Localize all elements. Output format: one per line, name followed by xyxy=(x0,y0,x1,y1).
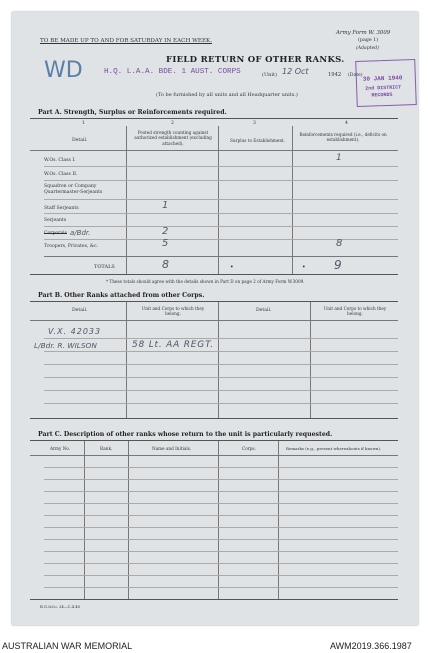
row-rule xyxy=(44,377,398,378)
totals-label: TOTALS xyxy=(94,264,115,270)
footer-source: AUSTRALIAN WAR MEMORIAL xyxy=(2,641,133,651)
row-label-corporals: Corporals xyxy=(44,231,67,236)
row-label-cqms: Squadron or Company Quartermaster-Serjeants xyxy=(44,184,103,195)
date-label: (Date) xyxy=(348,73,363,78)
part-b-header-detail-2: Detail. xyxy=(256,308,272,313)
part-a-header-rule xyxy=(30,150,398,151)
stamp-date: 30 JAN 1940 xyxy=(362,74,403,83)
part-c-heading: Part C. Description of other ranks whose return to the unit is particularly requested. xyxy=(38,431,333,438)
row-rule xyxy=(44,563,398,564)
row-rule xyxy=(44,479,398,480)
row-rule xyxy=(44,390,398,391)
row-staff-serjeants-strength: 1 xyxy=(162,200,169,211)
totals-reinf: 9 xyxy=(334,258,342,272)
part-b-header-detail-1: Detail. xyxy=(72,308,88,313)
print-code: B.G.&Co. 24—C.4.40 xyxy=(40,604,81,609)
row-label-staff-serjeants: Staff Serjeants xyxy=(44,206,79,211)
totals-top-rule xyxy=(44,256,398,257)
row-corporals-strength: 2 xyxy=(162,226,169,237)
stamp-records: RECORDS xyxy=(371,91,393,99)
part-b-header-unit-2: Unit and Corps to which they belong. xyxy=(323,306,387,317)
row-rule xyxy=(44,403,398,404)
part-b-header-rule xyxy=(30,320,398,321)
col-number-2: 2 xyxy=(171,121,174,126)
totals-strength: 8 xyxy=(162,258,169,271)
row-label-wo2: W.Os. Class II. xyxy=(44,172,78,177)
part-a-header-strength: Posted strength counting against authorized establishment (excluding attached). xyxy=(134,130,212,146)
row-rule xyxy=(44,551,398,552)
row-rule xyxy=(44,364,398,365)
row-rule xyxy=(44,351,398,352)
row-rule xyxy=(44,199,398,200)
form-id: Army Form W. 3009 xyxy=(336,30,391,36)
row-label-serjeants: Serjeants xyxy=(44,218,67,223)
records-stamp xyxy=(355,59,417,107)
adapted-label: (Adapted) xyxy=(356,46,380,51)
year-value: 1942 xyxy=(328,72,342,78)
row-troopers-reinf: 8 xyxy=(336,238,343,249)
part-b-bottom-rule xyxy=(30,418,398,419)
form-title: FIELD RETURN OF OTHER RANKS. xyxy=(166,55,345,65)
initials-handwritten: WD xyxy=(44,58,83,83)
part-c-header-rank: Rank. xyxy=(100,446,113,451)
part-b-entry-number: V.X. 42033 xyxy=(48,327,102,336)
part-c-header-remarks: Remarks (e.g., present whereabouts if known). xyxy=(286,446,382,451)
row-rule xyxy=(44,587,398,588)
part-a-top-rule xyxy=(30,118,398,119)
part-c-header-name: Name and Initials. xyxy=(152,446,192,451)
part-b-entry-unit: 58 Lt. AA REGT. xyxy=(132,340,214,350)
part-b-header-unit-1: Unit and Corps to which they belong. xyxy=(141,306,205,317)
col-number-4: 4 xyxy=(345,121,348,126)
part-c-bottom-rule xyxy=(30,599,398,600)
part-a-header-surplus: Surplus to Establishment. xyxy=(230,138,286,143)
part-b-entry-name: L/Bdr. R. WILSON xyxy=(34,341,97,350)
part-c-header-rule xyxy=(30,455,398,456)
row-rule xyxy=(44,491,398,492)
row-label-wo1: W.Os. Class I. xyxy=(44,158,76,163)
part-a-col-divider-2 xyxy=(218,126,219,274)
row-rule xyxy=(44,575,398,576)
row-rule xyxy=(44,239,398,240)
part-b-top-rule xyxy=(30,301,398,302)
part-c-top-rule xyxy=(30,440,398,441)
col-number-1: 1 xyxy=(82,121,85,126)
part-a-col-divider-3 xyxy=(292,126,293,274)
totals-surplus: • xyxy=(230,264,234,271)
part-a-header-detail: Detail. xyxy=(72,138,88,143)
part-a-header-reinforcements: Reinforcements required (i.e., deficits on establishment). xyxy=(299,132,387,143)
unit-label: (Unit) xyxy=(262,72,277,78)
stamp-district: 2nd DISTRICT xyxy=(365,84,402,92)
row-rule xyxy=(44,539,398,540)
row-rule xyxy=(44,180,398,181)
date-value: 12 Oct xyxy=(282,67,309,76)
row-rule xyxy=(44,166,398,167)
part-a-col-divider-1 xyxy=(126,126,127,274)
part-a-heading: Part A. Strength, Surplus or Reinforcements required. xyxy=(38,109,227,116)
row-rule xyxy=(44,226,398,227)
instruction-text: TO BE MADE UP TO AND FOR SATURDAY IN EACH WEEK. xyxy=(40,38,212,44)
part-a-bottom-rule xyxy=(30,274,398,275)
unit-value: H.Q. L.A.A. BDE. 1 AUST. CORPS xyxy=(104,68,241,76)
col-number-3: 3 xyxy=(253,121,256,126)
row-wo1-reinf: 1 xyxy=(336,153,342,163)
row-rule xyxy=(44,338,398,339)
row-rule xyxy=(44,467,398,468)
part-a-footnote: * These totals should agree with the details shown in Part D on page 2 of Army Form W.3009. xyxy=(106,279,305,284)
row-rule xyxy=(44,527,398,528)
part-c-header-army-no: Army No. xyxy=(50,446,71,451)
corporals-annotation: a/Bdr. xyxy=(70,229,91,237)
row-rule xyxy=(44,213,398,214)
row-troopers-strength: 5 xyxy=(162,238,169,249)
page-label: (page 1) xyxy=(358,38,379,43)
part-c-header-corps: Corps. xyxy=(242,446,256,451)
row-rule xyxy=(44,503,398,504)
footer-accession-number: AWM2019.366.1987 xyxy=(330,641,412,651)
part-b-heading: Part B. Other Ranks attached from other Corps. xyxy=(38,292,205,299)
row-label-troopers: Troopers, Privates, &c. xyxy=(44,244,98,249)
row-rule xyxy=(44,515,398,516)
totals-dot-marker: • xyxy=(302,264,306,271)
furnish-note: (To be furnished by all units and all Headquarter units.) xyxy=(156,92,298,98)
